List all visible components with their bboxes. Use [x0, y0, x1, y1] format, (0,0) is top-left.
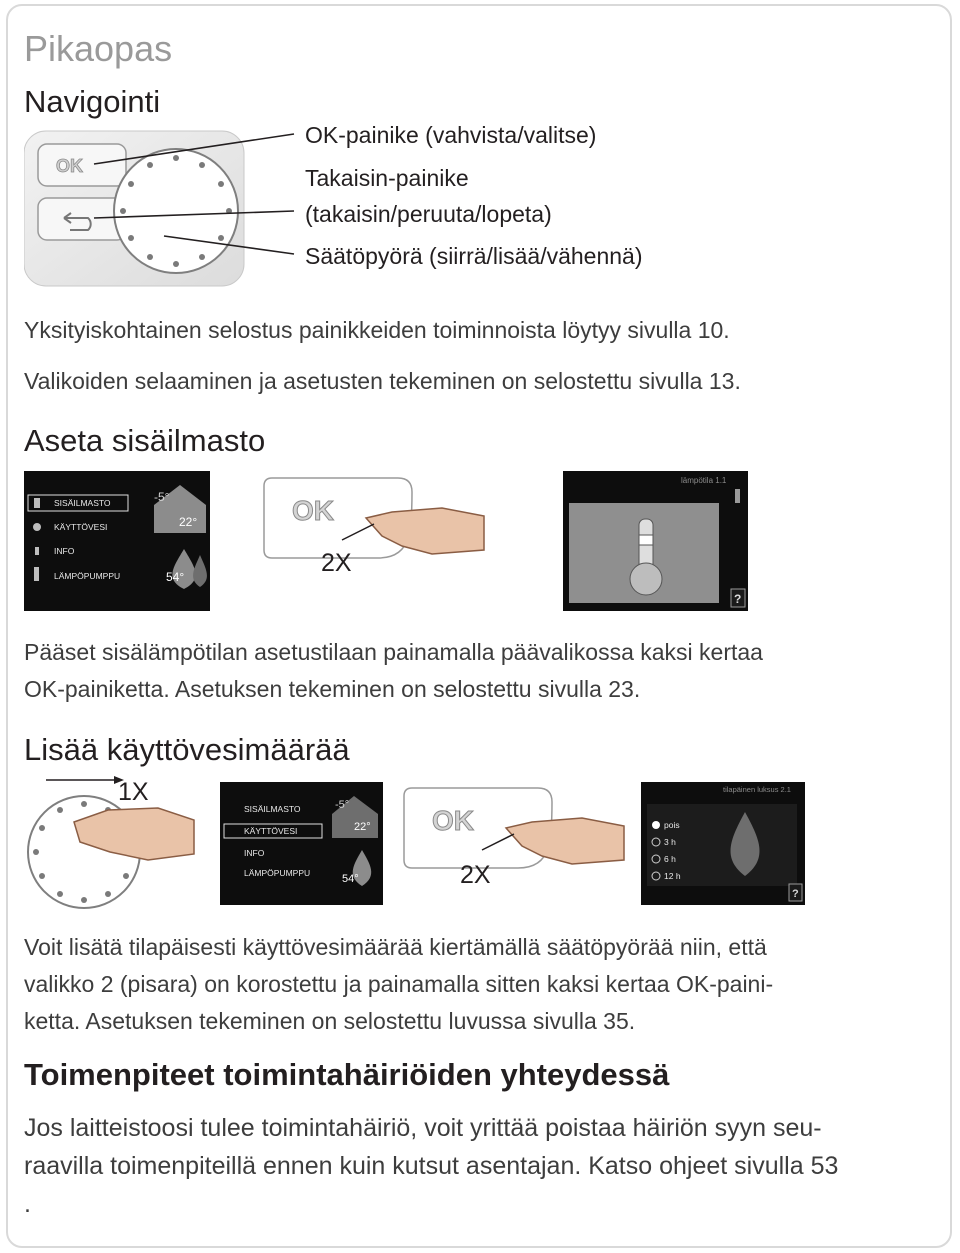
ok-press-illustration-1: [262, 476, 492, 586]
section-heading-indoor: Aseta sisäilmasto: [24, 423, 266, 458]
intro-text-1: Yksityiskohtainen selostus painikkeiden toiminnoista löytyy sivulla 10.: [24, 317, 730, 343]
menu2-water-temp: 54°: [342, 873, 359, 885]
dial-turn-illustration: [18, 770, 198, 910]
ok-key-big[interactable]: OK: [292, 495, 334, 526]
hw-option-3h: 3 h: [664, 837, 676, 847]
thermometer-small-icon: [735, 489, 740, 503]
nav-heading: Navigointi: [24, 84, 161, 119]
extra-hotwater-screen: [641, 782, 805, 905]
section-heading-hotwater: Lisää käyttövesimäärää: [24, 732, 350, 767]
section1-text-2: OK-painiketta. Asetuksen tekeminen on selostettu sivulla 23.: [24, 676, 641, 702]
section3-text-2: raavilla toimenpiteillä ennen kuin kutsut asentajan. Katso ohjeet sivulla 53: [24, 1152, 839, 1180]
keypad-illustration: [24, 126, 324, 291]
press-count-1: 2X: [321, 549, 352, 577]
menu2-item-heatpump: LÄMPÖPUMPPU: [244, 868, 311, 878]
press-count-2: 2X: [460, 861, 491, 889]
outdoor-temp: -5°: [154, 490, 170, 504]
temperature-screen: [563, 471, 748, 611]
control-dial[interactable]: [114, 149, 238, 273]
page-title: Pikaopas: [24, 28, 173, 69]
menu2-item-indoor: SISÄILMASTO: [244, 804, 301, 814]
section-heading-faults: Toimenpiteet toimintahäiriöiden yhteydessä: [24, 1057, 670, 1092]
back-button-label: Takaisin-painike: [305, 165, 469, 191]
hw-screen-header: tilapäinen luksus 2.1: [723, 785, 791, 794]
menu-item-info: INFO: [54, 546, 75, 556]
main-menu-screen-2: [220, 782, 383, 905]
water-temp: 54°: [166, 570, 185, 584]
back-button-desc: (takaisin/peruuta/lopeta): [305, 201, 552, 227]
menu-item-hotwater: KÄYTTÖVESI: [54, 522, 108, 532]
section2-text-2: valikko 2 (pisara) on korostettu ja painamalla sitten kaksi kertaa OK-paini-: [24, 971, 774, 997]
menu2-item-info: INFO: [244, 848, 265, 858]
hw-option-12h: 12 h: [664, 871, 681, 881]
menu2-indoor-temp: 22°: [354, 821, 371, 833]
indoor-temp: 22°: [179, 515, 198, 529]
ok-key-big-2[interactable]: OK: [432, 805, 474, 836]
section1-text-1: Pääset sisälämpötilan asetustilaan painamalla päävalikossa kaksi kertaa: [24, 639, 763, 665]
menu2-item-hotwater: KÄYTTÖVESI: [244, 826, 298, 836]
ok-press-illustration-2: [402, 786, 632, 896]
radio-off-selected[interactable]: [652, 821, 660, 829]
section3-text-1: Jos laitteistoosi tulee toimintahäiriö, voit yrittää poistaa häiriön syyn seu-: [24, 1114, 822, 1142]
dial-label: Säätöpyörä (siirrä/lisää/vähennä): [305, 243, 643, 269]
ok-button-label: OK-painike (vahvista/valitse): [305, 122, 597, 148]
ok-key-label: OK: [56, 156, 83, 176]
intro-text-2: Valikoiden selaaminen ja asetusten tekeminen on selostettu sivulla 13.: [24, 368, 741, 394]
turn-count: 1X: [118, 778, 149, 806]
menu-item-indoor: SISÄILMASTO: [54, 498, 111, 508]
hw-option-6h: 6 h: [664, 854, 676, 864]
main-menu-screen: [24, 471, 210, 611]
menu2-outdoor-temp: -5°: [335, 799, 350, 811]
section2-text-3: ketta. Asetuksen tekeminen on selostettu luvussa sivulla 35.: [24, 1008, 636, 1034]
help-icon[interactable]: ?: [734, 592, 742, 606]
temp-screen-header: lämpötila 1.1: [681, 476, 727, 485]
section3-text-3: .: [24, 1190, 31, 1218]
help-icon-2[interactable]: ?: [792, 888, 799, 900]
hw-option-off: pois: [664, 820, 680, 830]
section2-text-1: Voit lisätä tilapäisesti käyttövesimäärää kiertämällä säätöpyörää niin, että: [24, 934, 767, 960]
menu-item-heatpump: LÄMPÖPUMPPU: [54, 571, 121, 581]
